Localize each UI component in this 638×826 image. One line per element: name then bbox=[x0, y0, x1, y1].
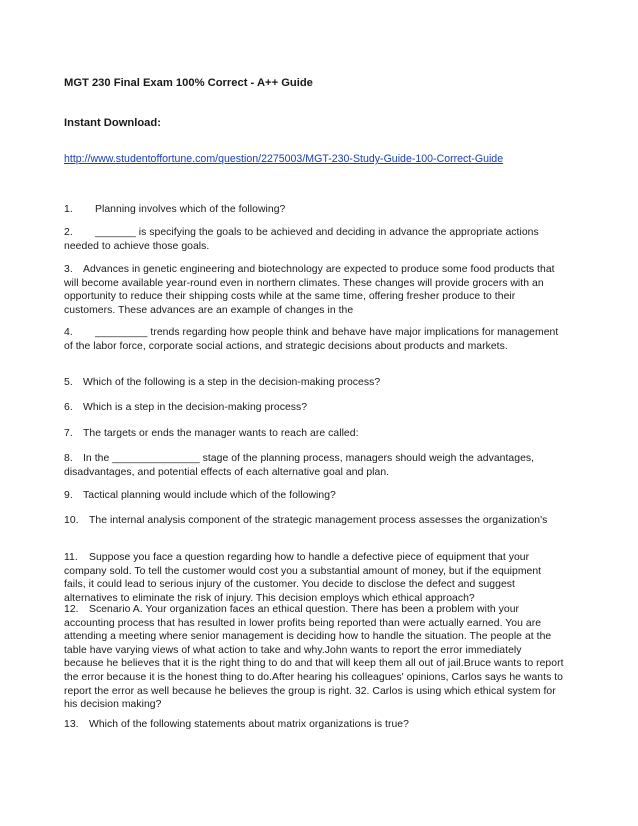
question-number: 8. bbox=[64, 453, 73, 464]
question-number: 9. bbox=[64, 490, 73, 501]
question-number: 7. bbox=[64, 428, 73, 439]
question-text: Suppose you face a question regarding how to handle a defective piece of equipment that your company sold. To tell the customer would cost you a substantial amount of money, but if the equipment fails, it could lead to serious injury of the customer. You decide to disclose the defect and suggest alternatives to eliminate the risk of injury. This decision employs which ethical approach? bbox=[64, 552, 542, 604]
question-number: 4. bbox=[64, 327, 73, 338]
download-link[interactable]: http://www.studentoffortune.com/question/2275003/MGT-230-Study-Guide-100-Correct-Guide bbox=[64, 153, 504, 165]
question-2 bbox=[64, 226, 564, 253]
question-13 bbox=[64, 718, 564, 732]
question-4 bbox=[64, 326, 564, 353]
question-1 bbox=[64, 203, 564, 217]
question-6 bbox=[64, 401, 564, 415]
question-number: 6. bbox=[64, 402, 73, 413]
instant-download-label: Instant Download: bbox=[64, 117, 161, 129]
question-text: Which of the following is a step in the decision-making process? bbox=[83, 377, 381, 388]
question-number: 12. bbox=[64, 604, 79, 615]
question-text: Tactical planning would include which of the following? bbox=[83, 490, 336, 501]
question-12 bbox=[64, 603, 564, 712]
question-text: _________ trends regarding how people think and behave have major implications for management of the labor force, corporate social actions, and strategic decisions about products and markets. bbox=[64, 327, 559, 352]
question-7 bbox=[64, 427, 564, 441]
question-number: 1. bbox=[64, 204, 73, 215]
question-10 bbox=[64, 514, 564, 528]
question-number: 11. bbox=[64, 552, 78, 563]
question-text: _______ is specifying the goals to be achieved and deciding in advance the appropriate actions needed to achieve those goals. bbox=[64, 227, 539, 252]
question-text: In the _______________ stage of the planning process, managers should weigh the advantages, disadvantages, and potential effects of each alternative goal and plan. bbox=[64, 453, 535, 478]
document-title: MGT 230 Final Exam 100% Correct - A++ Guide bbox=[64, 77, 313, 89]
question-number: 13. bbox=[64, 719, 79, 730]
question-text: The targets or ends the manager wants to reach are called: bbox=[83, 428, 359, 439]
question-number: 3. bbox=[64, 264, 73, 275]
question-number: 5. bbox=[64, 377, 73, 388]
question-3 bbox=[64, 263, 564, 317]
question-5 bbox=[64, 376, 564, 390]
question-text: Which is a step in the decision-making process? bbox=[83, 402, 308, 413]
question-text: Advances in genetic engineering and biotechnology are expected to produce some food products that will become available year-round even in northern climates. These changes will provide grocers with an opportunity to reduce their shipping costs while at the same time, offering fresher produce to their customers. These advances are an example of changes in the bbox=[64, 264, 555, 316]
question-text: Which of the following statements about matrix organizations is true? bbox=[89, 719, 409, 730]
question-number: 10. bbox=[64, 515, 79, 526]
question-11 bbox=[64, 551, 564, 605]
question-8 bbox=[64, 452, 564, 479]
question-number: 2. bbox=[64, 227, 73, 238]
question-text: Planning involves which of the following? bbox=[95, 204, 286, 215]
question-text: The internal analysis component of the strategic management process assesses the organization's bbox=[89, 515, 548, 526]
question-text: Scenario A. Your organization faces an ethical question. There has been a problem with your accounting process that has resulted in lower profits being reported than were actually earned. You are attending a meeting where senior management is deciding how to handle the situation. The people at the table have varying views of what action to take and why.John wants to report the error immediately because he believes that it is the right thing to do and that will keep them all out of jail.Bruce wants to report the error because it is the honest thing to do.After hearing his colleagues' opinions, Carlos says he wants to report the error as well because he believes the group is right. 32. Carlos is using which ethical system for his decision making? bbox=[64, 604, 564, 711]
question-9 bbox=[64, 489, 564, 503]
